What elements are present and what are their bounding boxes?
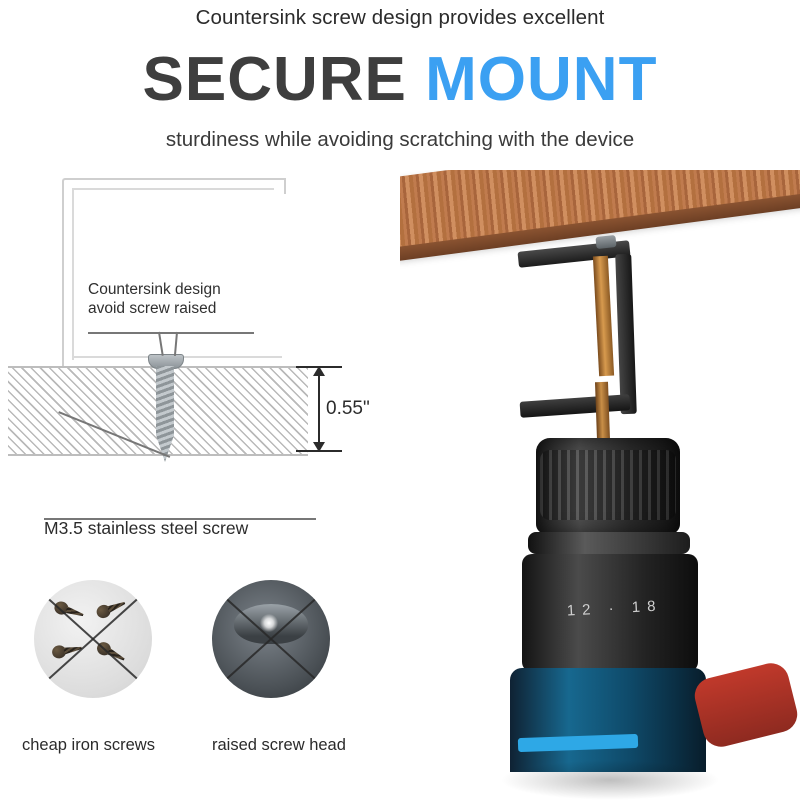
page-title-word-mount: MOUNT [425, 45, 658, 114]
raised-screw-head-photo [212, 580, 330, 698]
countersink-callout-label: Countersink design avoid screw raised [88, 281, 221, 318]
drill-bit-lower [595, 382, 610, 440]
countersink-diagram [0, 170, 400, 590]
page-title-word-secure: SECURE [142, 45, 407, 114]
drill-bit-upper [593, 256, 614, 377]
screw-spec-label: M3.5 stainless steel screw [44, 518, 249, 538]
clutch-torque-numbers: 12 · 18 [566, 597, 663, 620]
bracket-screw-head [595, 235, 616, 249]
headline-top-line: Countersink screw design provides excellent [195, 6, 605, 29]
drill-chuck-ribs [540, 450, 676, 520]
callout-underline [88, 332, 254, 334]
dimension-arrow-down-icon [313, 442, 325, 452]
drill-handle-grip [691, 659, 800, 750]
bracket-side-bar [615, 254, 637, 414]
comparison-caption-cheap-screws: cheap iron screws [22, 736, 155, 754]
drill-shadow [500, 760, 720, 800]
bracket-bottom-bar [520, 394, 631, 418]
drill-body [510, 668, 706, 772]
drill-collar [528, 532, 690, 554]
dimension-line [318, 368, 320, 450]
comparison-caption-raised-head: raised screw head [212, 736, 346, 754]
cross-out-icon [34, 580, 152, 698]
page-title [0, 44, 800, 115]
dimension-arrow-up-icon [313, 366, 325, 376]
dimension-label: 0.55" [326, 398, 370, 419]
cheap-iron-screws-photo [34, 580, 152, 698]
cross-out-icon [212, 580, 330, 698]
bracket-top-cap-shape [272, 178, 286, 194]
countersink-screw-drawing [148, 354, 182, 462]
headline-sub-line: sturdiness while avoiding scratching with the device [165, 128, 635, 151]
screw-thread-shape [156, 366, 174, 462]
product-photo [400, 170, 800, 800]
bracket-inner-outline-shape [72, 188, 274, 360]
